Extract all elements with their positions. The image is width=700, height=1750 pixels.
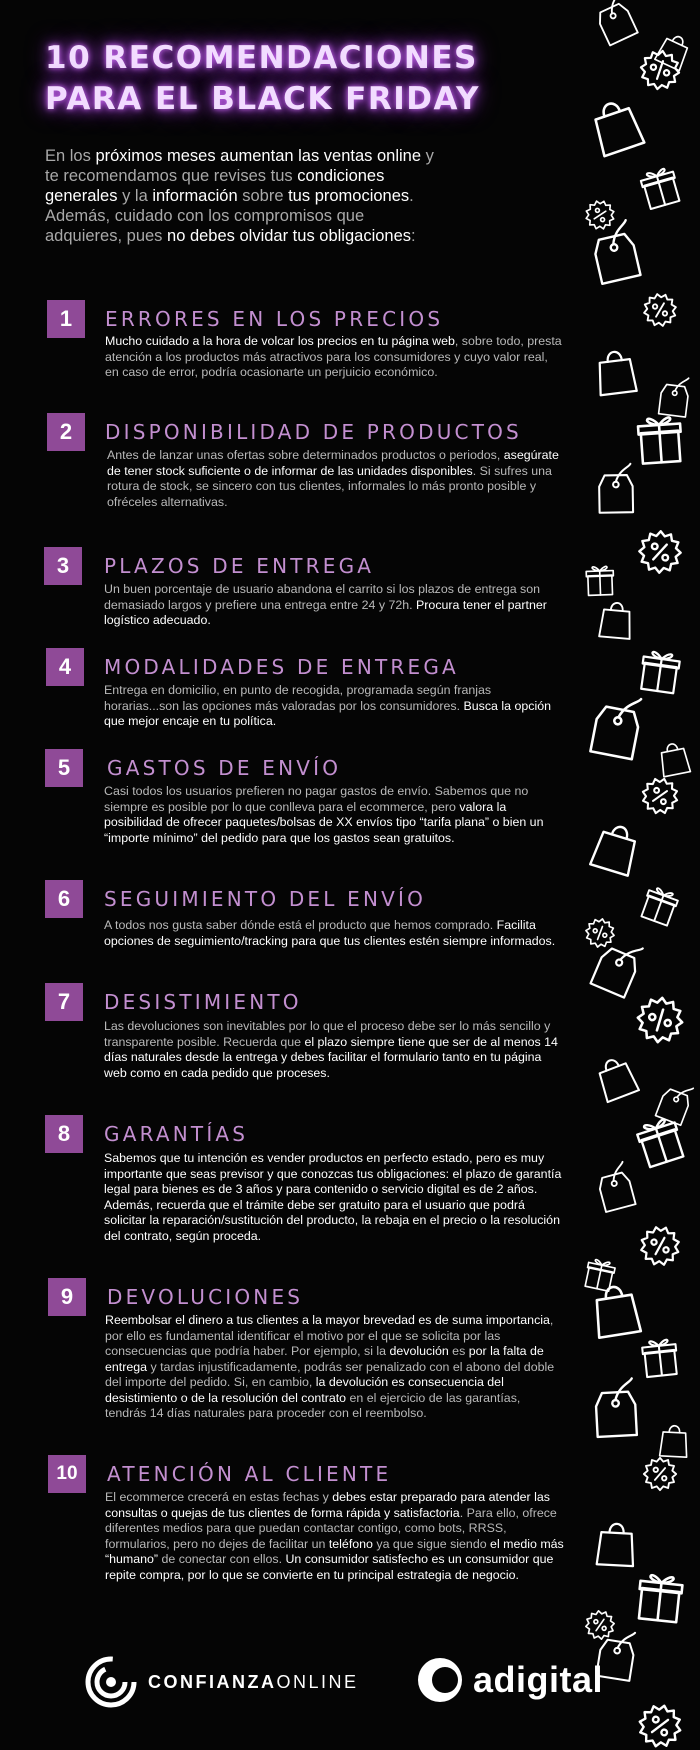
text-run: de conectar con ellos. bbox=[158, 1552, 286, 1566]
shopping-bag-icon bbox=[594, 1055, 639, 1103]
highlighted-text: devolución bbox=[389, 1344, 449, 1358]
intro-paragraph bbox=[45, 146, 445, 246]
shopping-bag-icon bbox=[592, 1284, 641, 1338]
section-title: GASTOS DE ENVÍO bbox=[107, 756, 342, 780]
logo-right-text: adigital bbox=[473, 1659, 604, 1700]
number-badge: 2 bbox=[47, 413, 85, 451]
text-run: y la bbox=[117, 187, 153, 205]
shopping-bag-icon bbox=[597, 1523, 635, 1566]
text-run: Las devoluciones son inevitables por lo que el proceso debe ser lo más sencillo y transparente posible. Recuerda que bbox=[104, 1019, 551, 1049]
discount-badge-icon bbox=[582, 915, 619, 952]
section-title: ATENCIÓN AL CLIENTE bbox=[107, 1462, 392, 1486]
highlighted-text: Reembolsar el dinero a tus clientes a la mayor brevedad es de suma importancia bbox=[105, 1313, 550, 1327]
discount-badge-icon bbox=[639, 775, 682, 818]
shopping-bag-icon bbox=[658, 741, 690, 776]
highlighted-text: condiciones generales bbox=[45, 167, 385, 205]
highlighted-text: tus promociones bbox=[288, 187, 410, 205]
section-body bbox=[105, 1490, 565, 1583]
shopping-tag-icon bbox=[590, 220, 641, 284]
section-title: DEVOLUCIONES bbox=[107, 1285, 304, 1309]
highlighted-text: Mucho cuidado a la hora de volcar los precios en tu página web bbox=[105, 334, 455, 348]
section-body bbox=[105, 1313, 565, 1422]
highlighted-text: información bbox=[152, 187, 238, 205]
section-body bbox=[104, 1151, 564, 1244]
section-title: SEGUIMIENTO DEL ENVÍO bbox=[104, 887, 427, 911]
section-title: DISPONIBILIDAD DE PRODUCTOS bbox=[105, 420, 522, 444]
gift-box-icon bbox=[639, 166, 681, 209]
discount-badge-icon bbox=[637, 1223, 683, 1269]
section-title: ERRORES EN LOS PRECIOS bbox=[105, 307, 444, 331]
gift-box-icon bbox=[639, 651, 680, 694]
decorative-shopping-icons bbox=[578, 0, 700, 1750]
highlighted-text: el medio más “humano” bbox=[105, 1536, 564, 1566]
section-body bbox=[104, 683, 564, 730]
shopping-bag-icon bbox=[589, 97, 644, 156]
highlighted-text: próximos meses aumentan las ventas online bbox=[95, 147, 422, 165]
text-run: En los bbox=[45, 147, 96, 165]
text-run: . Además, cuidado con los compromisos que adquieres, pues bbox=[45, 187, 414, 245]
text-run: y tardas injustificadamente, podrás ser penalizado con el abono del doble del importe del pedido. Si, en cambio, bbox=[105, 1359, 555, 1389]
text-run: . Si sufres una rotura de stock, se sincero con tus clientes, informales lo más pronto posible y ofréceles alternativas. bbox=[107, 463, 552, 509]
highlighted-text: Facilita opciones de seguimiento/tracking para que tus clientes estén siempre informados. bbox=[104, 918, 556, 948]
highlighted-text: valora la posibilidad de ofrecer paquetes/bolsas de XX envíos tipo “tarifa plana” o bien un “importe mínimo” del pedido para que los gastos sean gratuitos. bbox=[104, 799, 544, 845]
number-badge: 5 bbox=[45, 749, 83, 787]
number-badge: 3 bbox=[44, 547, 82, 585]
highlighted-text: por la falta de entrega bbox=[105, 1344, 544, 1374]
title-line-1: 10 RECOMENDACIONES bbox=[45, 40, 478, 76]
shopping-tag-icon bbox=[595, 1378, 637, 1437]
section-body bbox=[104, 1019, 564, 1081]
shopping-tag-icon bbox=[591, 0, 637, 45]
text-run: El ecommerce crecerá en estas fechas y bbox=[105, 1490, 333, 1504]
text-run: Antes de lanzar unas ofertas sobre determinados productos o periodos, bbox=[107, 448, 504, 462]
text-run: ya que sigue siendo bbox=[372, 1536, 491, 1551]
gift-box-icon bbox=[586, 566, 614, 595]
shopping-bag-icon bbox=[590, 821, 641, 875]
adigital-emblem-icon bbox=[415, 1655, 465, 1705]
shopping-bag-icon bbox=[660, 1425, 689, 1457]
shopping-tag-icon bbox=[655, 1079, 694, 1125]
discount-badge-icon bbox=[584, 1609, 615, 1640]
discount-badge-icon bbox=[644, 1458, 676, 1490]
discount-badge-icon bbox=[639, 531, 682, 574]
text-run: Entrega en domicilio, en punto de recogida, programada según franjas horarias...son las opciones más valoradas por los consumidores. bbox=[104, 683, 492, 713]
text-run: , por ello es fundamental identificar el motivo por el que se solicita por las consecuencias que podría haber. Por ejemplo, si la bbox=[105, 1313, 554, 1358]
highlighted-text: Sabemos que tu intención es vender productos en perfecto estado, pero es muy importante que seas previsor y que conozcas tus obligaciones: el plazo de garantía legal para bienes es de 3 años y para contenido o servicio digital es de 2 años. Además, recuerda que el trámite debe ser gratuito para el usuario que podrá solicitar la reparación/sustitución del producto, la rebaja en el precio o la resolución del contrato, según proceda. bbox=[104, 1151, 562, 1243]
shopping-bag-icon bbox=[655, 31, 692, 70]
number-badge: 10 bbox=[48, 1455, 86, 1493]
discount-badge-icon bbox=[635, 1701, 684, 1750]
page-title bbox=[45, 38, 565, 120]
highlighted-text: la devolución es consecuencia del desistimiento o de la resolución del contrato bbox=[105, 1375, 504, 1405]
section-body bbox=[105, 334, 565, 381]
text-run: es bbox=[448, 1344, 469, 1358]
section-title: GARANTÍAS bbox=[104, 1122, 249, 1146]
highlighted-text: teléfono bbox=[328, 1536, 373, 1551]
discount-badge-icon bbox=[641, 291, 678, 328]
number-badge: 4 bbox=[46, 648, 84, 686]
shopping-tag-icon bbox=[591, 935, 645, 998]
text-run: A todos nos gusta saber dónde está el producto que hemos comprado. bbox=[104, 918, 497, 932]
shopping-tag-icon bbox=[590, 692, 643, 760]
highlighted-text: Procura tener el partner logístico adecuado. bbox=[104, 597, 547, 627]
text-run: en el ejercicio de las garantías, tendrás 14 días naturales para proceder con el reembolso. bbox=[105, 1390, 521, 1420]
gift-box-icon bbox=[640, 886, 680, 927]
text-run: , sobre todo, presta atención a los productos más atractivos para los consumidores y cuyo valor real, en caso de error, podría ocasionarte un perjuicio económico. bbox=[105, 334, 562, 379]
section-body bbox=[104, 582, 564, 629]
gift-box-icon bbox=[638, 417, 683, 464]
shopping-bag-icon bbox=[596, 350, 637, 396]
shopping-bag-icon bbox=[599, 602, 633, 639]
section-title: MODALIDADES DE ENTREGA bbox=[104, 655, 459, 679]
shopping-tag-icon bbox=[659, 375, 691, 417]
text-run: Casi todos los usuarios prefieren no pagar gastos de envío. Sabemos que no siempre es posible por lo que conlleva para el ecommerce, pero bbox=[104, 784, 529, 814]
number-badge: 6 bbox=[45, 880, 83, 918]
section-body bbox=[107, 448, 567, 510]
section-body bbox=[104, 784, 564, 846]
highlighted-text: Busca la opción que mejor encaje en tu política. bbox=[104, 698, 551, 728]
highlighted-text: Un consumidor satisfecho es un consumidor que repite compra, por lo que se convierte en tu principal estrategia de negocio. bbox=[105, 1552, 554, 1582]
confianza-online-logo bbox=[84, 1655, 359, 1709]
title-line-2: PARA EL BLACK FRIDAY bbox=[45, 81, 480, 117]
logo-left-strong: CONFIANZA bbox=[148, 1671, 277, 1692]
section-body bbox=[104, 918, 564, 949]
number-badge: 9 bbox=[48, 1278, 86, 1316]
number-badge: 8 bbox=[45, 1115, 83, 1153]
confianza-online-emblem-icon bbox=[84, 1655, 138, 1709]
text-run: . Para ello, ofrece diferentes medios para que puedan contactar contigo, como bots, RRSS, formularios, pero no dejes de facilitar un bbox=[105, 1505, 557, 1551]
highlighted-text: el plazo siempre tiene que ser de al menos 14 días naturales desde la entrega y debes facilitar el formulario tanto en tu página web como en cada pedido que proceses. bbox=[104, 1034, 558, 1080]
shopping-tag-icon bbox=[595, 1161, 636, 1212]
section-title: DESISTIMIENTO bbox=[104, 990, 302, 1014]
highlighted-text: no debes olvidar tus obligaciones bbox=[167, 227, 412, 245]
highlighted-text: asegúrate de tener stock suficiente o de informar de las unidades disponibles bbox=[107, 448, 559, 478]
text-run: y te recomendamos que revises tus bbox=[45, 147, 434, 185]
logo-left-light: ONLINE bbox=[276, 1671, 359, 1692]
number-badge: 1 bbox=[47, 300, 85, 338]
text-run: sobre bbox=[237, 187, 289, 205]
discount-badge-icon bbox=[631, 991, 690, 1050]
highlighted-text: debes estar preparado para atender las consultas o quejas de tus clientes de forma rápida y satisfactoria bbox=[105, 1490, 550, 1520]
shopping-tag-icon bbox=[599, 464, 633, 513]
discount-badge-icon bbox=[635, 45, 685, 95]
number-badge: 7 bbox=[45, 983, 83, 1021]
section-title: PLAZOS DE ENTREGA bbox=[104, 554, 375, 578]
gift-box-icon bbox=[642, 1339, 679, 1377]
adigital-logo bbox=[415, 1655, 603, 1705]
gift-box-icon bbox=[637, 1574, 684, 1622]
text-run: : bbox=[411, 227, 416, 245]
discount-badge-icon bbox=[582, 197, 617, 232]
text-run: Un buen porcentaje de usuario abandona el carrito si los plazos de entrega son demasiado largos y prefiere una entrega entre 24 y 72h. bbox=[104, 582, 541, 612]
